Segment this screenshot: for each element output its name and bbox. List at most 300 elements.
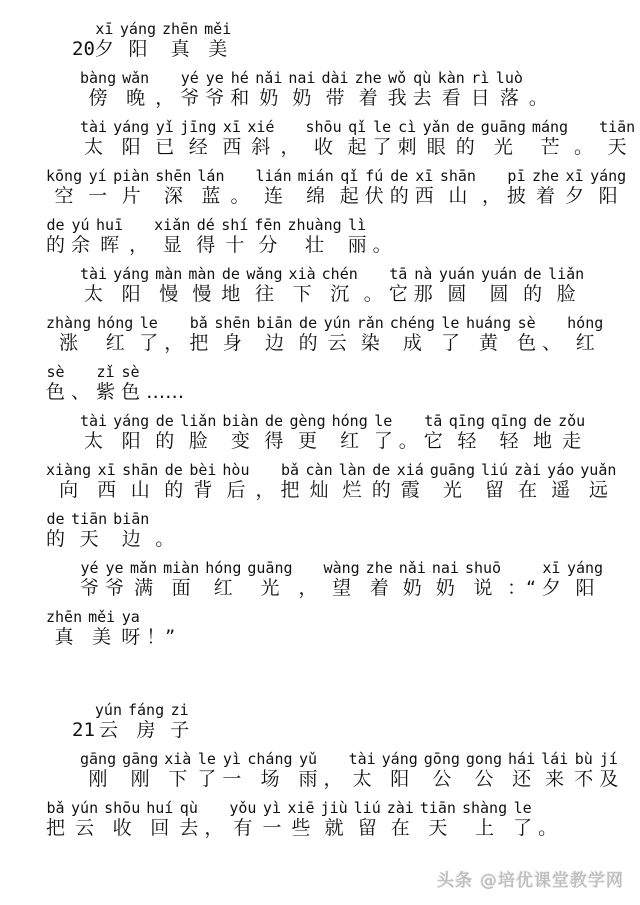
hanzi-text: 丽: [347, 234, 367, 256]
syllable-cell: [197, 750, 216, 790]
pinyin-text: yún: [94, 701, 122, 719]
syllable-cell: [222, 750, 241, 790]
hanzi-text: 去: [179, 817, 199, 839]
text-line: [46, 412, 622, 452]
pinyin-text: de: [221, 265, 240, 283]
syllable-cell: [399, 559, 426, 599]
syllable-cell: [80, 118, 107, 158]
pinyin-text: gong: [465, 750, 503, 768]
syllable-cell: [532, 118, 568, 158]
syllable-cell: [180, 118, 216, 158]
hanzi-text: 的: [46, 234, 66, 256]
pinyin-text: [155, 510, 174, 528]
pinyin-text: huáng: [465, 314, 512, 332]
hanzi-text: 背: [193, 479, 213, 501]
pinyin-text: de: [390, 167, 409, 185]
hanzi-text: 还: [512, 768, 532, 790]
hanzi-text: 色: [121, 381, 141, 403]
pinyin-text: fáng: [127, 701, 165, 719]
syllable-cell: [130, 559, 157, 599]
hanzi-text: 带: [325, 87, 345, 109]
hanzi-text: 在: [390, 817, 410, 839]
syllable-cell: [46, 216, 65, 256]
syllable-cell: [155, 412, 174, 452]
syllable-cell: [390, 167, 409, 207]
syllable-cell: [430, 461, 475, 501]
pinyin-text: yáo: [547, 461, 575, 479]
hanzi-text: 面: [171, 577, 191, 599]
pinyin-text: lán: [197, 167, 225, 185]
punctuation-cell: [482, 167, 501, 207]
pinyin-text: làn: [338, 461, 366, 479]
punctuation-cell: [164, 314, 183, 354]
syllable-cell: [322, 265, 358, 305]
watermark: 头条 @培优课堂教学网: [437, 871, 624, 891]
pinyin-text: wǎn: [122, 69, 150, 87]
syllable-cell: [567, 314, 603, 354]
pinyin-text: nǎi: [398, 559, 426, 577]
hanzi-text: 上: [475, 817, 495, 839]
pinyin-text: de: [299, 314, 318, 332]
pinyin-text: de: [46, 216, 65, 234]
pinyin-text: rì: [471, 69, 490, 87]
syllable-cell: [222, 118, 241, 158]
syllable-cell: [299, 314, 318, 354]
pinyin-text: [164, 314, 183, 332]
hanzi-text: 黄: [479, 332, 499, 354]
syllable-cell: [558, 412, 585, 452]
syllable-cell: [96, 216, 123, 256]
syllable-cell: [355, 69, 382, 109]
syllable-cell: [590, 167, 626, 207]
pinyin-text: shān: [122, 461, 159, 479]
syllable-cell: [548, 265, 584, 305]
hanzi-text: ，: [204, 817, 224, 839]
hanzi-text: 夕: [94, 38, 114, 60]
syllable-cell: [254, 216, 281, 256]
hanzi-text: 红: [340, 430, 360, 452]
syllable-cell: [113, 167, 149, 207]
hanzi-text: 斜: [251, 136, 271, 158]
punctuation-cell: [529, 69, 548, 109]
hanzi-text: 地: [221, 283, 241, 305]
syllable-cell: [222, 461, 249, 501]
pinyin-text: nà: [414, 265, 433, 283]
pinyin-text: yǐ: [155, 118, 174, 136]
hanzi-text: 眼: [426, 136, 446, 158]
pinyin-text: [482, 167, 501, 185]
syllable-cell: [397, 461, 424, 501]
pinyin-text: shēn: [214, 314, 251, 332]
text-line: [46, 799, 622, 839]
syllable-cell: [163, 559, 199, 599]
hanzi-text: 伏: [364, 185, 384, 207]
syllable-cell: [565, 167, 584, 207]
pinyin-text: dé: [196, 216, 215, 234]
pinyin-text: wǒ: [388, 69, 407, 87]
hanzi-text: 余: [71, 234, 91, 256]
pinyin-text: mián: [297, 167, 334, 185]
syllable-cell: [121, 363, 140, 403]
pinyin-text: xī: [542, 559, 561, 577]
pinyin-text: shōu: [305, 118, 342, 136]
syllable-cell: [496, 69, 523, 109]
pinyin-text: qǐ: [340, 167, 359, 185]
pinyin-text: tiān: [71, 510, 108, 528]
syllable-cell: [221, 265, 240, 305]
pinyin-text: hóng: [567, 314, 604, 332]
pinyin-text: zǐ: [96, 363, 115, 381]
hanzi-text: 灿: [309, 479, 329, 501]
pinyin-text: xī: [97, 461, 116, 479]
hanzi-text: 深: [163, 185, 183, 207]
pinyin-text: tā: [424, 412, 443, 430]
hanzi-text: 看: [441, 87, 461, 109]
syllable-cell: [599, 750, 618, 790]
hanzi-text: 我: [387, 87, 407, 109]
syllable-cell: [324, 559, 360, 599]
syllable-cell: [80, 412, 107, 452]
hanzi-text: 霞: [400, 479, 420, 501]
hanzi-text: 片: [121, 185, 141, 207]
text-line: [46, 69, 622, 109]
syllable-cell: [180, 412, 216, 452]
syllable-cell: [290, 412, 326, 452]
pinyin-text: lì: [348, 216, 367, 234]
hanzi-text: 回: [150, 817, 170, 839]
punctuation-cell: [230, 167, 249, 207]
pinyin-text: yáng: [113, 412, 150, 430]
syllable-cell: [162, 20, 198, 60]
pinyin-text: [542, 314, 561, 332]
punctuation-cell: [507, 559, 536, 599]
pinyin-text: bèi: [189, 461, 217, 479]
hanzi-text: ……: [146, 381, 185, 403]
syllable-cell: [424, 750, 460, 790]
hanzi-text: 子: [170, 719, 190, 741]
hanzi-text: 真: [54, 626, 74, 648]
hanzi-text: 不: [574, 768, 594, 790]
syllable-cell: [541, 750, 568, 790]
syllable-cell: [339, 461, 366, 501]
hanzi-text: 有: [233, 817, 253, 839]
pinyin-text: le: [197, 750, 216, 768]
hanzi-text: 后: [226, 479, 246, 501]
pinyin-text: yì: [222, 750, 241, 768]
hanzi-text: 着: [369, 577, 389, 599]
syllable-cell: [95, 20, 114, 60]
hanzi-text: 沉: [330, 283, 350, 305]
syllable-cell: [462, 799, 507, 839]
pinyin-text: gèng: [289, 412, 326, 430]
hanzi-text: 阳: [390, 768, 410, 790]
hanzi-text: 太: [352, 768, 372, 790]
hanzi-text: 红: [575, 332, 595, 354]
pinyin-text: sè: [121, 363, 140, 381]
pinyin-text: liú: [480, 461, 509, 479]
syllable-cell: [122, 461, 158, 501]
hanzi-text: 夕: [565, 185, 585, 207]
pinyin-text: tiān: [599, 118, 636, 136]
pinyin-text: zhe: [354, 69, 382, 87]
syllable-cell: [155, 118, 174, 158]
pinyin-text: biān: [113, 510, 150, 528]
hanzi-text: 显: [162, 234, 182, 256]
hanzi-text: 起: [339, 185, 359, 207]
syllable-cell: [105, 559, 124, 599]
syllable-cell: [205, 559, 241, 599]
syllable-cell: [154, 216, 190, 256]
hanzi-text: 天: [79, 528, 99, 550]
pinyin-text: huí: [146, 799, 174, 817]
hanzi-text: 把: [46, 817, 66, 839]
hanzi-text: 边: [265, 332, 285, 354]
pinyin-text: xié: [247, 118, 275, 136]
punctuation-cell: [324, 750, 343, 790]
pinyin-text: huī: [96, 216, 124, 234]
pinyin-text: de: [46, 510, 65, 528]
syllable-cell: [188, 265, 215, 305]
pinyin-text: tā: [389, 265, 408, 283]
hanzi-text: 公: [432, 768, 452, 790]
pinyin-text: shuō: [464, 559, 502, 577]
text-line: [46, 265, 622, 305]
hanzi-text: 的: [164, 479, 184, 501]
pinyin-text: ya: [121, 608, 140, 626]
pinyin-text: [507, 559, 536, 577]
hanzi-text: 及: [599, 768, 619, 790]
syllable-cell: [287, 799, 314, 839]
text-line: [46, 608, 622, 648]
syllable-cell: [204, 20, 231, 60]
pinyin-text: yuǎn: [580, 461, 617, 479]
hanzi-text: 阳: [121, 136, 141, 158]
hanzi-text: 收: [112, 817, 132, 839]
syllable-cell: [547, 461, 574, 501]
hanzi-text: 就: [324, 817, 344, 839]
pinyin-text: [155, 69, 174, 87]
hanzi-text: 来: [545, 768, 565, 790]
syllable-cell: [196, 216, 215, 256]
punctuation-cell: [373, 216, 392, 256]
pinyin-text: gāng: [80, 750, 117, 768]
syllable-cell: [481, 118, 526, 158]
syllable-cell: [46, 510, 65, 550]
pinyin-text: zài: [386, 799, 414, 817]
syllable-cell: [113, 510, 149, 550]
syllable-cell: [523, 265, 542, 305]
syllable-cell: [289, 265, 316, 305]
pinyin-text: yáng: [590, 167, 627, 185]
hanzi-text: 光: [442, 479, 462, 501]
syllable-cell: [95, 701, 122, 741]
hanzi-text: 山: [448, 185, 468, 207]
hanzi-text: 遥: [551, 479, 571, 501]
pinyin-text: bù: [574, 750, 593, 768]
pinyin-text: [146, 363, 184, 381]
hanzi-text: 把: [280, 479, 300, 501]
syllable-cell: [466, 750, 502, 790]
pinyin-text: měi: [88, 608, 116, 626]
hanzi-text: 望: [332, 577, 352, 599]
syllable-cell: [599, 118, 635, 158]
hanzi-text: ，: [129, 234, 149, 256]
syllable-cell: [348, 216, 367, 256]
pinyin-text: mǎn: [130, 559, 158, 577]
syllable-cell: [374, 412, 393, 452]
pinyin-text: gāng: [122, 750, 159, 768]
pinyin-text: sè: [517, 314, 536, 332]
hanzi-text: 。: [363, 283, 383, 305]
hanzi-text: 。: [398, 430, 418, 452]
syllable-cell: [247, 559, 292, 599]
pinyin-text: càn: [305, 461, 333, 479]
syllable-cell: [122, 750, 158, 790]
syllable-cell: [574, 750, 593, 790]
syllable-cell: [533, 412, 552, 452]
syllable-cell: [420, 799, 456, 839]
syllable-cell: [247, 750, 292, 790]
hanzi-text: 、: [71, 381, 91, 403]
pinyin-text: [230, 167, 249, 185]
pinyin-text: rǎn: [356, 314, 384, 332]
syllable-cell: [441, 314, 460, 354]
hanzi-text: 了: [197, 768, 217, 790]
pinyin-text: hòu: [222, 461, 250, 479]
pinyin-text: zhàng: [46, 314, 92, 332]
syllable-cell: [256, 314, 292, 354]
hanzi-text: 留: [485, 479, 505, 501]
syllable-cell: [121, 608, 140, 648]
hanzi-text: 芒: [540, 136, 560, 158]
pinyin-text: qù: [179, 799, 198, 817]
hanzi-text: 了: [139, 332, 159, 354]
hanzi-text: 起: [347, 136, 367, 158]
pinyin-text: xī: [222, 118, 241, 136]
hanzi-text: 场: [260, 768, 280, 790]
syllable-cell: [197, 167, 224, 207]
syllable-cell: [324, 314, 351, 354]
punctuation-cell: [146, 608, 175, 648]
syllable-cell: [432, 559, 459, 599]
syllable-cell: [340, 167, 359, 207]
hanzi-text: 空: [54, 185, 74, 207]
hanzi-text: 满: [134, 577, 154, 599]
hanzi-text: 色: [517, 332, 537, 354]
syllable-cell: [155, 265, 182, 305]
syllable-cell: [481, 461, 508, 501]
hanzi-text: 阳: [121, 283, 141, 305]
punctuation-cell: [155, 510, 174, 550]
text-line: [46, 118, 636, 158]
hanzi-text: 烂: [342, 479, 362, 501]
hanzi-text: 公: [474, 768, 494, 790]
hanzi-text: 光: [260, 577, 280, 599]
pinyin-text: xiàng: [46, 461, 92, 479]
hanzi-text: 奶: [292, 87, 312, 109]
hanzi-text: 。: [538, 817, 558, 839]
pinyin-text: tài: [80, 412, 108, 430]
punctuation-cell: [538, 799, 557, 839]
syllable-cell: [128, 701, 164, 741]
syllable-cell: [46, 167, 82, 207]
pinyin-text: cháng: [247, 750, 293, 768]
hanzi-text: 了: [372, 136, 392, 158]
hanzi-text: 一: [88, 185, 108, 207]
syllable-cell: [97, 461, 116, 501]
hanzi-text: 的: [455, 136, 475, 158]
syllable-cell: [189, 314, 208, 354]
hanzi-text: 那: [413, 283, 433, 305]
syllable-cell: [481, 265, 517, 305]
text-line: [46, 363, 622, 403]
hanzi-text: 天: [607, 136, 627, 158]
punctuation-cell: [146, 363, 184, 403]
hanzi-text: 。: [372, 234, 392, 256]
hanzi-text: 奶: [402, 577, 422, 599]
pinyin-text: guāng: [480, 118, 526, 136]
syllable-cell: [287, 216, 341, 256]
pinyin-text: hóng: [97, 314, 134, 332]
syllable-cell: [221, 216, 248, 256]
hanzi-text: 。: [528, 87, 548, 109]
hanzi-text: 说: [473, 577, 493, 599]
syllable-cell: [222, 412, 258, 452]
pinyin-text: [538, 799, 557, 817]
pinyin-text: yáng: [113, 118, 150, 136]
pinyin-text: tài: [348, 750, 376, 768]
pinyin-text: qǐ: [348, 118, 367, 136]
hanzi-text: 刚: [130, 768, 150, 790]
hanzi-text: 光: [493, 136, 513, 158]
hanzi-text: ：“: [507, 577, 536, 599]
pinyin-text: shí: [221, 216, 249, 234]
syllable-cell: [348, 118, 367, 158]
pinyin-text: [574, 118, 593, 136]
pinyin-text: le: [373, 118, 392, 136]
hanzi-text: 和: [230, 87, 250, 109]
hanzi-text: 的: [523, 283, 543, 305]
punctuation-cell: [280, 118, 299, 158]
pinyin-text: [364, 265, 383, 283]
hanzi-text: 房: [136, 719, 156, 741]
hanzi-text: 慢: [159, 283, 179, 305]
hanzi-text: 夕: [541, 577, 561, 599]
hanzi-text: 红: [105, 332, 125, 354]
hanzi-text: 留: [357, 817, 377, 839]
syllable-cell: [413, 69, 432, 109]
hanzi-text: 晖: [100, 234, 120, 256]
pinyin-text: gōng: [423, 750, 460, 768]
syllable-cell: [332, 412, 368, 452]
hanzi-text: 的: [389, 185, 409, 207]
hanzi-text: 它: [423, 430, 443, 452]
hanzi-text: 的: [298, 332, 318, 354]
syllable-cell: [255, 69, 282, 109]
pinyin-text: zhēn: [162, 20, 199, 38]
syllable-cell: [354, 799, 381, 839]
syllable-cell: [164, 750, 191, 790]
pinyin-text: ye: [105, 559, 124, 577]
pinyin-text: jí: [599, 750, 618, 768]
hanzi-text: 身: [222, 332, 242, 354]
pinyin-text: chéng: [389, 314, 435, 332]
syllable-cell: [449, 412, 485, 452]
hanzi-text: ，: [155, 87, 175, 109]
punctuation-cell: [71, 363, 90, 403]
pinyin-text: de: [533, 412, 552, 430]
syllable-cell: [471, 69, 490, 109]
